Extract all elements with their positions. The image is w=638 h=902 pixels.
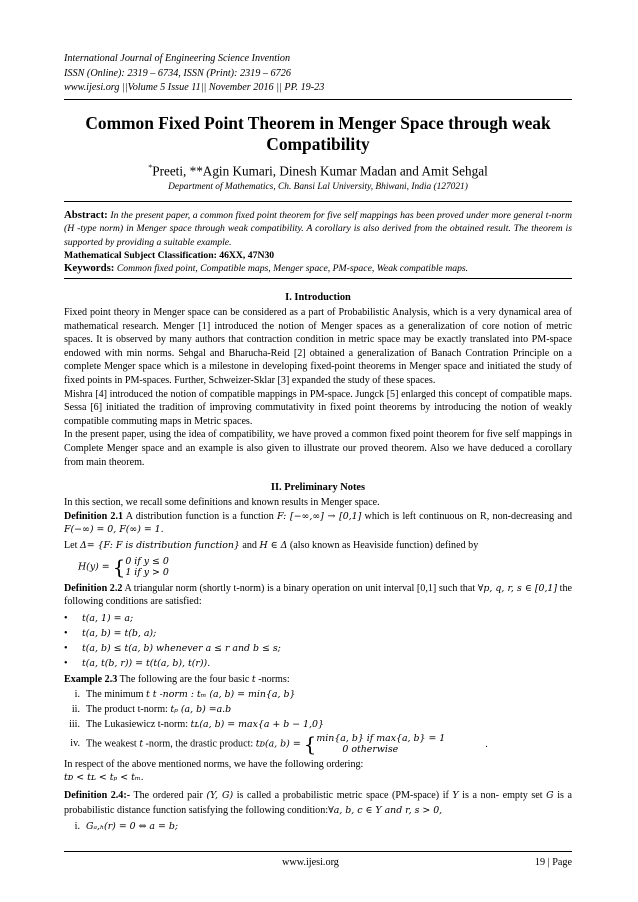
author-names: Preeti, **Agin Kumari, Dinesh Kumar Madan and Amit Sehgal bbox=[152, 162, 488, 178]
intro-paragraph-1: Fixed point theory in Menger space can be considered as a part of Probabilistic Analysis, which is a very dynamical area of mathematical research. Menger [1] introduced the notion of Menger spaces as a generalization of core notion of metric spaces. It is observed by many authors that contraction condition in metric space may be exactly translated into PM-space endowed with min norms. Sehgal and Bharucha-Reid [2] obtained a generalization of Banach Contration Principle on a complete Menger space which is a milestone in developing fixed-point theorems in Menger space and initiated the study of fixed points in PM-spaces. Further, Schweizer-Sklar [3] expanded the study of these spaces. bbox=[64, 307, 572, 387]
affiliation: Department of Mathematics, Ch. Bansi Lal University, Bhiwani, India (127021) bbox=[168, 181, 468, 192]
quantifier: ∀p, q, r, s ∈ [0,1] bbox=[477, 582, 558, 594]
author-star: * bbox=[148, 162, 153, 172]
list-item: iii. The Lukasiewicz t-norm: tʟ(a, b) = max{a + b − 1,0} bbox=[69, 719, 324, 731]
author-list bbox=[64, 163, 572, 179]
tnorm-axioms bbox=[64, 611, 572, 671]
abstract-bottom-rule bbox=[64, 278, 572, 279]
definition-2-2: Definition 2.2 A triangular norm (shortly t-norm) is a binary operation on unit interval [0,1] such that ∀p, q, r, s ∈ [0,1] the following conditions are satisfied: bbox=[64, 582, 572, 608]
intro-paragraph-3: In the present paper, using the idea of compatibility, we have proved a common fixed point theorem for five self mappings in Complete Menger space and an example is also given to illustrate our proved theorem. Also we have deduced a corollary from main theorem. bbox=[64, 429, 572, 468]
distribution-map: F: [−∞,∞] → [0,1] bbox=[277, 510, 362, 522]
footer-rule bbox=[64, 851, 572, 852]
journal-name: International Journal of Engineering Science Invention bbox=[64, 53, 291, 64]
delta-set: Δ= {F: F is distribution function} bbox=[79, 540, 240, 552]
journal-issue: www.ijesi.org ||Volume 5 Issue 11|| November 2016 || PP. 19-23 bbox=[64, 82, 325, 93]
definition-2-1: Definition 2.1 A distribution function is a function F: [−∞,∞] → [0,1] which is left continuous on R, non-decreasing and F(−∞) = 0, F(∞) = 1. bbox=[64, 510, 573, 536]
subject-classification: Mathematical Subject Classification: 46XX, 47N30 bbox=[64, 250, 275, 262]
journal-issn: ISSN (Online): 2319 – 6734, ISSN (Print): 2319 – 6726 bbox=[64, 67, 291, 79]
page-footer bbox=[64, 851, 572, 868]
intro-paragraph-2: Mishra [4] introduced the notion of compatible mappings in PM-space. Jungck [5] enlarged this concept of compatible maps. Sessa [6] initiated the tradition of improving commutativity in fixed point theorems by introducing the notion of weakly compatible commuting maps in Metric spaces. bbox=[64, 388, 572, 427]
drastic-cases: min{a, b} if max{a, b} = 1 0 otherwise bbox=[316, 733, 446, 756]
heaviside-lhs: H(y) = bbox=[78, 560, 113, 572]
heaviside-formula bbox=[78, 555, 572, 579]
tnorm-ordering: tᴅ < tʟ < tₚ < tₘ. bbox=[64, 772, 144, 784]
definition-2-4-label: Definition 2.4:- bbox=[64, 789, 131, 801]
example-2-3: Example 2.3 The following are the four basic t -norms: bbox=[64, 673, 290, 685]
distribution-limits: F(−∞) = 0, F(∞) = 1. bbox=[64, 524, 164, 536]
h-in-delta: H ∈ Δ bbox=[259, 540, 288, 552]
example-2-3-label: Example 2.3 bbox=[64, 673, 118, 685]
section-heading-introduction: I. Introduction bbox=[285, 292, 351, 304]
list-item: • t(a, 1) = a; bbox=[64, 611, 572, 626]
list-item: i. Gₐ,ₕ(r) = 0 ⇔ a = b; bbox=[74, 820, 179, 832]
definition-2-4: Definition 2.4:- The ordered pair (Y, G) is called a probabilistic metric space (PM-space) if Y is a non- empty set G is a probabilistic distance function satisfying the following condition:∀a, b, c ∈ Y and r, s > 0, bbox=[64, 789, 572, 816]
list-item: iv. The weakest t -norm, the drastic product: tᴅ(a, b) = {min{a, b} if max{a, b} = 1 0 otherwise. bbox=[70, 732, 488, 757]
definition-2-2-label: Definition 2.2 bbox=[64, 582, 123, 594]
abstract-label: Abstract: bbox=[64, 208, 108, 221]
basic-tnorms bbox=[64, 687, 572, 756]
heaviside-definition: Let Δ= {F: F is distribution function} and H ∈ Δ (also known as Heaviside function) defined by bbox=[64, 540, 479, 552]
paper-title: Common Fixed Point Theorem in Menger Space through weak Compatibility bbox=[85, 112, 551, 154]
definition-2-1-label: Definition 2.1 bbox=[64, 510, 124, 522]
section-heading-preliminary: II. Preliminary Notes bbox=[270, 482, 366, 494]
list-item: • t(a, b) = t(b, a); bbox=[64, 626, 572, 641]
abstract-top-rule bbox=[64, 201, 572, 202]
list-item: • t(a, b) ≤ t(a, b) whenever a ≤ r and b ≤ s; bbox=[64, 641, 572, 656]
keywords bbox=[64, 262, 572, 275]
footer-url: www.ijesi.org bbox=[282, 857, 339, 868]
abstract-text: In the present paper, a common fixed point theorem for five self mappings has been proved under more general t-norm (H -type norm) in Menger space through weak compatibility. A corollary is also derived from the obtained result. The theorem is supported by providing a suitable example. bbox=[64, 209, 573, 248]
journal-header bbox=[64, 52, 572, 96]
list-item: • t(a, t(b, r)) = t(t(a, b), t(r)). bbox=[64, 656, 572, 671]
pm-space-conditions bbox=[64, 819, 572, 834]
left-brace: { bbox=[303, 732, 317, 757]
header-rule bbox=[64, 99, 572, 100]
paper-page bbox=[64, 52, 572, 835]
list-item: i. The minimum t t -norm : tₘ (a, b) = min{a, b} bbox=[74, 689, 296, 701]
abstract bbox=[64, 209, 572, 249]
list-item: ii. The product t-norm: tₚ (a, b) =a.b bbox=[71, 704, 232, 716]
heaviside-cases: 0 if y ≤ 0 1 if y > 0 bbox=[125, 555, 169, 578]
ordering-intro: In respect of the above mentioned norms, we have the following ordering: bbox=[64, 758, 364, 770]
keywords-text: Common fixed point, Compatible maps, Menger space, PM-space, Weak compatible maps. bbox=[116, 263, 469, 275]
keywords-label: Keywords: bbox=[64, 262, 115, 275]
left-brace: { bbox=[112, 554, 126, 579]
preliminary-intro: In this section, we recall some definitions and known results in Menger space. bbox=[64, 497, 380, 509]
page-number: 19 | Page bbox=[534, 857, 572, 868]
